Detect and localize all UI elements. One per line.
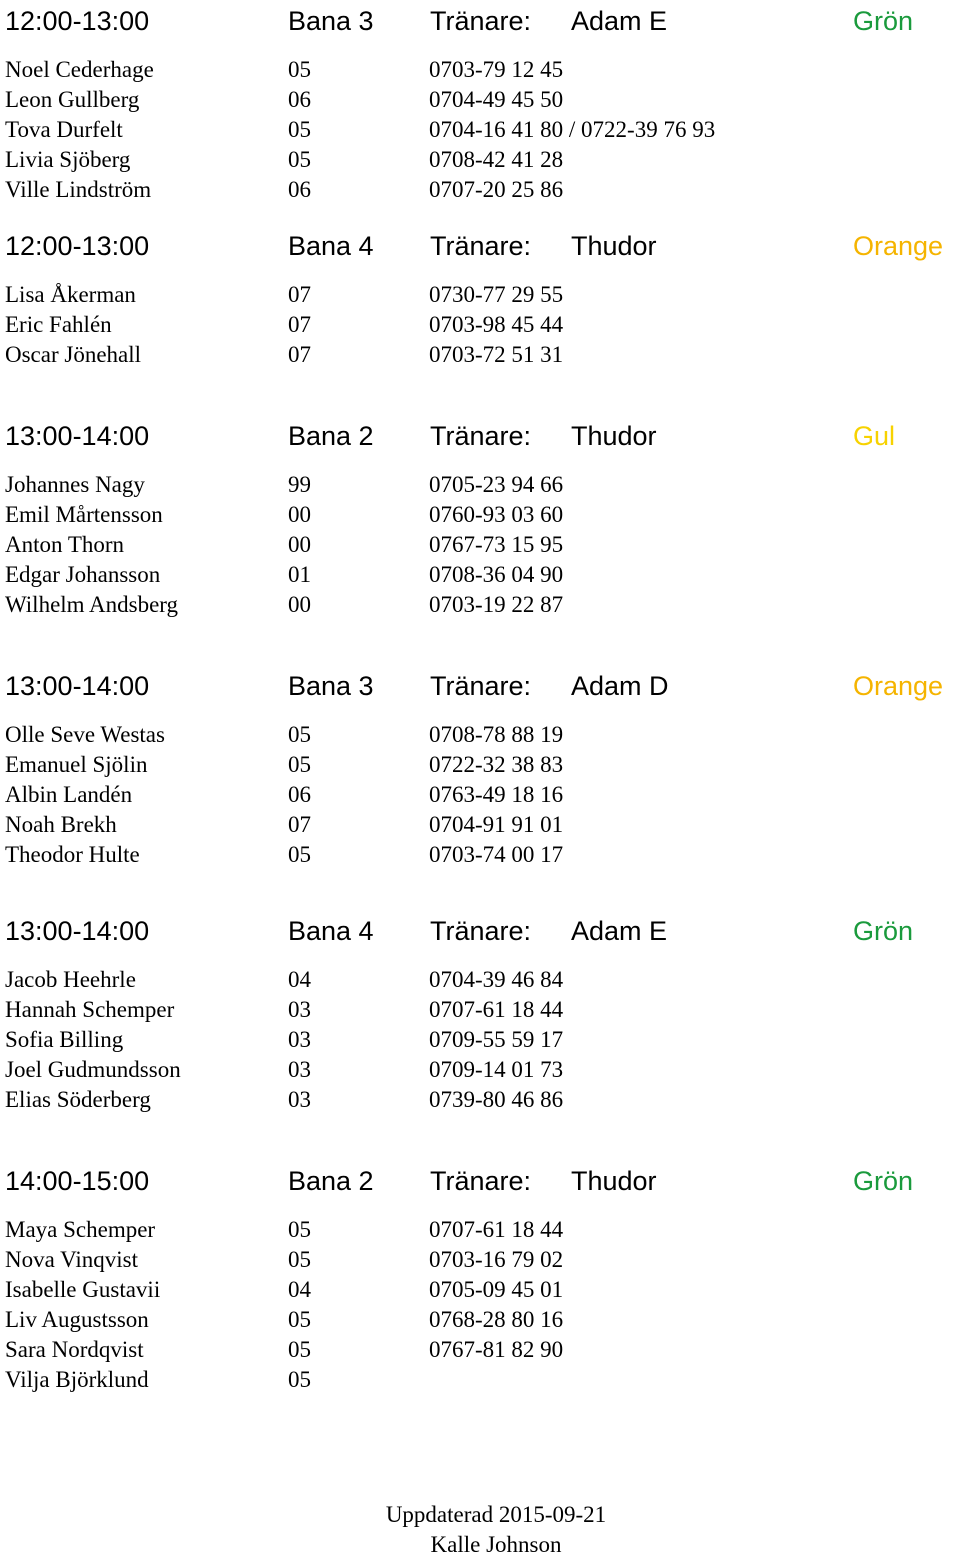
player-phone: 0704-49 45 50	[429, 87, 564, 112]
player-year: 05	[288, 722, 311, 747]
player-year: 07	[288, 342, 311, 367]
player-name: Emanuel Sjölin	[5, 752, 148, 777]
player-name: Noel Cederhage	[5, 57, 154, 82]
time-slot: 14:00-15:00	[5, 1166, 150, 1196]
player-phone: 0707-20 25 86	[429, 177, 564, 202]
coach-name: Thudor	[571, 421, 657, 451]
player-row	[0, 1085, 960, 1115]
player-year: 06	[288, 87, 311, 112]
schedule-group	[0, 417, 960, 620]
player-row	[0, 965, 960, 995]
player-year: 00	[288, 502, 311, 527]
player-name: Sofia Billing	[5, 1027, 124, 1052]
player-year: 00	[288, 532, 311, 557]
player-year: 05	[288, 842, 311, 867]
player-phone: 0763-49 18 16	[429, 782, 564, 807]
player-row	[0, 1335, 960, 1365]
player-year: 05	[288, 752, 311, 777]
player-phone: 0703-19 22 87	[429, 592, 564, 617]
player-name: Albin Landén	[5, 782, 133, 807]
player-row	[0, 115, 960, 145]
player-year: 05	[288, 1217, 311, 1242]
updated-date: Uppdaterad 2015-09-21	[385, 1502, 607, 1527]
group-color: Orange	[853, 231, 944, 261]
coach-label: Tränare:	[430, 916, 532, 946]
group-header	[0, 227, 960, 267]
player-year: 01	[288, 562, 311, 587]
player-name: Joel Gudmundsson	[5, 1057, 181, 1082]
lane-label: Bana 2	[288, 421, 374, 451]
player-year: 05	[288, 1367, 311, 1392]
player-row	[0, 1305, 960, 1335]
player-name: Oscar Jönehall	[5, 342, 142, 367]
player-name: Johannes Nagy	[5, 472, 145, 497]
player-phone: 0703-16 79 02	[429, 1247, 564, 1272]
player-name: Maya Schemper	[5, 1217, 156, 1242]
player-phone: 0703-74 00 17	[429, 842, 564, 867]
player-phone: 0703-79 12 45	[429, 57, 564, 82]
player-row	[0, 995, 960, 1025]
player-phone: 0705-23 94 66	[429, 472, 564, 497]
coach-name: Adam D	[571, 671, 669, 701]
group-color: Grön	[853, 916, 914, 946]
player-name: Elias Söderberg	[5, 1087, 151, 1112]
player-name: Isabelle Gustavii	[5, 1277, 161, 1302]
player-name: Sara Nordqvist	[5, 1337, 144, 1362]
coach-label: Tränare:	[430, 6, 532, 36]
player-name: Eric Fahlén	[5, 312, 112, 337]
player-year: 05	[288, 57, 311, 82]
player-row	[0, 530, 960, 560]
player-row	[0, 840, 960, 870]
player-phone: 0709-14 01 73	[429, 1057, 564, 1082]
player-phone: 0722-32 38 83	[429, 752, 564, 777]
player-list	[0, 55, 960, 205]
lane-label: Bana 3	[288, 6, 374, 36]
player-year: 00	[288, 592, 311, 617]
player-year: 07	[288, 282, 311, 307]
group-color: Grön	[853, 1166, 914, 1196]
player-year: 04	[288, 967, 311, 992]
player-phone: 0704-91 91 01	[429, 812, 564, 837]
player-phone: 0708-42 41 28	[429, 147, 564, 172]
player-list	[0, 720, 960, 870]
player-row	[0, 720, 960, 750]
player-list	[0, 280, 960, 370]
coach-name: Adam E	[571, 6, 668, 36]
player-phone: 0707-61 18 44	[429, 1217, 564, 1242]
time-slot: 12:00-13:00	[5, 6, 150, 36]
group-color: Gul	[853, 421, 896, 451]
player-year: 03	[288, 1057, 311, 1082]
player-name: Livia Sjöberg	[5, 147, 131, 172]
time-slot: 12:00-13:00	[5, 231, 150, 261]
player-row	[0, 1025, 960, 1055]
player-name: Theodor Hulte	[5, 842, 140, 867]
player-row	[0, 55, 960, 85]
player-year: 06	[288, 177, 311, 202]
player-list	[0, 1215, 960, 1395]
player-phone: 0739-80 46 86	[429, 1087, 564, 1112]
lane-label: Bana 2	[288, 1166, 374, 1196]
player-row	[0, 500, 960, 530]
player-year: 99	[288, 472, 311, 497]
player-year: 05	[288, 147, 311, 172]
player-row	[0, 310, 960, 340]
group-header	[0, 2, 960, 42]
player-year: 05	[288, 1337, 311, 1362]
coach-label: Tränare:	[430, 1166, 532, 1196]
player-row	[0, 85, 960, 115]
player-year: 07	[288, 312, 311, 337]
player-phone: 0767-73 15 95	[429, 532, 564, 557]
coach-name: Thudor	[571, 1166, 657, 1196]
coach-name: Thudor	[571, 231, 657, 261]
player-name: Emil Mårtensson	[5, 502, 163, 527]
player-year: 03	[288, 997, 311, 1022]
group-header	[0, 667, 960, 707]
coach-label: Tränare:	[430, 671, 532, 701]
player-year: 05	[288, 1247, 311, 1272]
player-phone: 0704-16 41 80 / 0722-39 76 93	[429, 117, 716, 142]
player-row	[0, 1245, 960, 1275]
player-phone: 0760-93 03 60	[429, 502, 564, 527]
player-name: Anton Thorn	[5, 532, 125, 557]
player-phone: 0708-78 88 19	[429, 722, 564, 747]
player-row	[0, 145, 960, 175]
group-header	[0, 912, 960, 952]
coach-label: Tränare:	[430, 421, 532, 451]
player-row	[0, 1215, 960, 1245]
schedule-group	[0, 227, 960, 370]
player-phone: 0730-77 29 55	[429, 282, 564, 307]
player-phone: 0768-28 80 16	[429, 1307, 564, 1332]
player-name: Vilja Björklund	[5, 1367, 149, 1392]
lane-label: Bana 4	[288, 231, 374, 261]
player-row	[0, 780, 960, 810]
player-row	[0, 470, 960, 500]
player-year: 07	[288, 812, 311, 837]
player-name: Olle Seve Westas	[5, 722, 165, 747]
player-name: Tova Durfelt	[5, 117, 123, 142]
player-row	[0, 1275, 960, 1305]
coach-name: Adam E	[571, 916, 668, 946]
schedule-group	[0, 2, 960, 205]
lane-label: Bana 3	[288, 671, 374, 701]
player-row	[0, 560, 960, 590]
player-year: 03	[288, 1087, 311, 1112]
schedule-group	[0, 1162, 960, 1395]
player-row	[0, 1365, 960, 1395]
time-slot: 13:00-14:00	[5, 671, 150, 701]
player-name: Leon Gullberg	[5, 87, 140, 112]
player-list	[0, 470, 960, 620]
coach-label: Tränare:	[430, 231, 532, 261]
player-name: Noah Brekh	[5, 812, 117, 837]
player-row	[0, 1055, 960, 1085]
player-phone: 0707-61 18 44	[429, 997, 564, 1022]
player-year: 03	[288, 1027, 311, 1052]
player-name: Lisa Åkerman	[5, 282, 136, 307]
player-phone: 0709-55 59 17	[429, 1027, 564, 1052]
lane-label: Bana 4	[288, 916, 374, 946]
time-slot: 13:00-14:00	[5, 916, 150, 946]
group-color: Orange	[853, 671, 944, 701]
player-phone: 0703-72 51 31	[429, 342, 564, 367]
player-phone: 0708-36 04 90	[429, 562, 564, 587]
group-header	[0, 1162, 960, 1202]
player-year: 04	[288, 1277, 311, 1302]
player-year: 06	[288, 782, 311, 807]
player-name: Hannah Schemper	[5, 997, 175, 1022]
player-name: Jacob Heehrle	[5, 967, 136, 992]
time-slot: 13:00-14:00	[5, 421, 150, 451]
player-name: Edgar Johansson	[5, 562, 161, 587]
player-phone: 0767-81 82 90	[429, 1337, 564, 1362]
player-row	[0, 280, 960, 310]
schedule-group	[0, 667, 960, 870]
player-row	[0, 175, 960, 205]
group-header	[0, 417, 960, 457]
player-year: 05	[288, 1307, 311, 1332]
player-name: Nova Vinqvist	[5, 1247, 139, 1272]
player-year: 05	[288, 117, 311, 142]
player-phone: 0704-39 46 84	[429, 967, 564, 992]
author-name: Kalle Johnson	[430, 1532, 562, 1557]
player-phone: 0703-98 45 44	[429, 312, 564, 337]
player-phone: 0705-09 45 01	[429, 1277, 564, 1302]
group-color: Grön	[853, 6, 914, 36]
player-name: Liv Augustsson	[5, 1307, 149, 1332]
player-list	[0, 965, 960, 1115]
player-name: Ville Lindström	[5, 177, 152, 202]
player-name: Wilhelm Andsberg	[5, 592, 179, 617]
player-row	[0, 340, 960, 370]
player-row	[0, 810, 960, 840]
player-row	[0, 750, 960, 780]
schedule-group	[0, 912, 960, 1115]
footer	[0, 1500, 960, 1560]
player-row	[0, 590, 960, 620]
